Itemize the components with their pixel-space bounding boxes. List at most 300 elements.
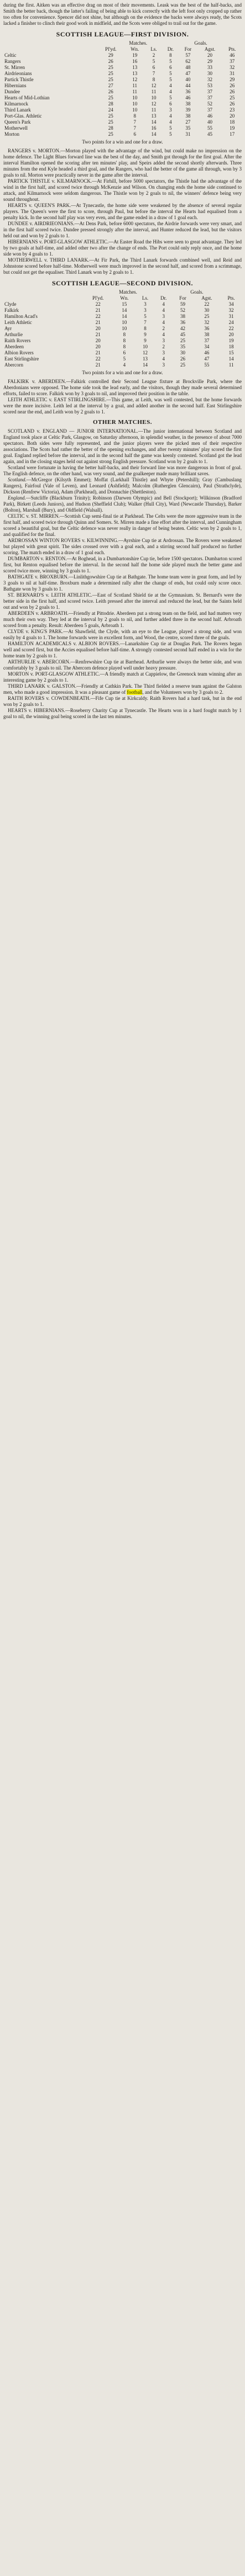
- column-header: For: [179, 295, 186, 301]
- table-row: [3, 344, 242, 350]
- stat-cell: 25: [108, 65, 113, 70]
- table-row: [3, 125, 242, 131]
- match-report: [3, 495, 242, 513]
- stat-cell: 4: [169, 89, 172, 94]
- stat-cell: 21: [95, 350, 101, 355]
- table-row: [3, 362, 242, 368]
- paragraph-text: —Fife Cup tie at Kirkcaldy. Raith Rovers had a hard task, but in the end won by 2 goals to 1.: [3, 695, 242, 707]
- stat-cell: 27: [108, 83, 113, 88]
- team-name-cell: Hamilton Acad's: [4, 314, 38, 319]
- other-matches-body: [3, 428, 242, 683]
- other-matches-title: OTHER MATCHES.: [92, 419, 153, 426]
- stat-cell: 29: [108, 52, 113, 58]
- stat-cell: 3: [162, 362, 165, 368]
- stat-cell: 30: [180, 350, 185, 355]
- column-header: Wn.: [131, 46, 139, 52]
- match-heading: ARDROSSAN WINTON ROVERS v. KILWINNING.: [8, 538, 119, 543]
- team-name-cell: Arthurlie: [4, 332, 23, 337]
- stat-cell: 4: [169, 113, 172, 119]
- stat-cell: 35: [185, 125, 191, 131]
- stat-cell: 52: [207, 101, 212, 107]
- team-name-cell: Airdrieonians: [4, 71, 32, 76]
- stat-cell: 32: [207, 77, 212, 82]
- paragraph-text: —Scottish Cup semi-final tie at Parkhead. The Celts were the more aggressive team in the first half, and scored twice through Quinn and Somers. St. Mirren made a fine effort after the interval, and Cunningham scored a beautiful goal, but the Celtic defence was never really in danger of being beaten. Celtic won by 2 goals to 1, and qualified for the final.: [3, 513, 242, 537]
- team-label: Scotland.: [8, 477, 27, 482]
- stat-cell: 40: [185, 77, 191, 82]
- stat-cell: 5: [123, 356, 126, 362]
- match-heading: CLYDE v. KING'S PARK.: [8, 629, 64, 634]
- newspaper-page: [3, 2, 242, 2572]
- stat-cell: 31: [230, 71, 235, 76]
- team-name-cell: Partick Thistle: [4, 77, 34, 82]
- stat-cell: 3: [162, 314, 165, 319]
- intro-paragraph: during the first. Aitken was an effective drag on most of their movements. Leask was the best of the half-backs, and Smith the better back, though the latter's failing of being able to kick correctly with the left foot only cropped up rather too often for convenience. Spencer did not shine, but although on the evidence the backs were always ready, the Scots lacked a finisher to clinch their good work in midfield, and the Scots were obliged to trail out for the game.: [3, 2, 242, 26]
- stat-cell: 12: [143, 350, 148, 355]
- table-row: [3, 77, 242, 83]
- paragraph-text: —Friendly at Pittodrie. Aberdeen put a strong team on the field, and had matters very much their own way. They led at the interval by 2 goals to nil, and further added three in the second half. Arbroath scored from a penalty. Result: Aberdeen 5 goals, Arbroath 1.: [3, 610, 242, 628]
- stat-cell: 11: [132, 89, 138, 94]
- paragraph-text: —A friendly match at Cappielow, the Greenock team winning after an interesting game by 2 goals to 1.: [3, 671, 242, 683]
- paragraph-text: —Renfrewshire Cup tie at Barrhead. Arthurlie were always the better side, and won comfortably by 3 goals to nil. The Abercorn defence played well under heavy pressure.: [3, 659, 242, 671]
- matches-label: Matches.: [119, 289, 137, 295]
- stat-cell: 6: [123, 350, 126, 355]
- match-report: [3, 641, 242, 659]
- team-name-cell: Rangers: [4, 59, 21, 64]
- stat-cell: 45: [207, 131, 212, 137]
- stat-cell: 34: [228, 301, 234, 307]
- stat-cell: 3: [162, 338, 165, 343]
- stat-cell: 38: [185, 113, 191, 119]
- column-header: [3, 295, 84, 301]
- stat-cell: 14: [122, 307, 127, 313]
- other-matches-tail: [3, 695, 242, 720]
- match-report: RANGERS v. MORTON.—Morton played with the advantage of the wind, but could make no impression on the home defence. The Light Blues forward line was the best of the day, and Smith got through for the first goal. After the interval Hamilton opened the scoring after ten minutes' play, and Speirs added the second shortly afterwards. Three minutes from the end Kyle headed a third goal, and the Rangers, who had the better of the game all through, won by 3 goals to nil. Morton were practically never in the game after the interval.: [3, 148, 242, 178]
- stat-cell: 14: [151, 119, 157, 125]
- stat-cell: 10: [143, 344, 148, 349]
- stat-cell: 26: [230, 83, 235, 88]
- stat-cell: 2: [162, 344, 165, 349]
- stat-cell: 30: [207, 71, 212, 76]
- first-division-title: SCOTTISH LEAGUE—FIRST DIVISION.: [56, 30, 189, 38]
- stat-cell: 32: [230, 65, 235, 70]
- stat-cell: 38: [180, 314, 185, 319]
- goals-label: Goals.: [194, 40, 207, 46]
- stat-cell: 29: [207, 59, 212, 64]
- match-report: [3, 695, 242, 708]
- stat-cell: 39: [185, 107, 191, 113]
- stat-cell: 15: [228, 350, 234, 355]
- stat-cell: 36: [185, 89, 191, 94]
- stat-cell: 31: [185, 131, 191, 137]
- stat-cell: 20: [95, 344, 101, 349]
- table-row: [3, 131, 242, 137]
- column-header: Dr.: [160, 295, 167, 301]
- column-header: Dr.: [167, 46, 174, 52]
- stat-cell: 34: [204, 344, 210, 349]
- table-row: [3, 314, 242, 320]
- stat-cell: 23: [230, 107, 235, 113]
- stat-cell: 14: [122, 314, 127, 319]
- column-header: For: [184, 46, 192, 52]
- stat-cell: 19: [230, 125, 235, 131]
- stat-cell: 12: [151, 83, 157, 88]
- stat-cell: 11: [228, 362, 234, 368]
- team-name-cell: Morton: [4, 131, 19, 137]
- stat-cell: 12: [132, 77, 138, 82]
- stat-cell: 10: [132, 95, 138, 100]
- stat-cell: 5: [152, 59, 155, 64]
- second-division-section: [3, 279, 242, 376]
- stat-cell: 59: [180, 301, 185, 307]
- stat-cell: 25: [108, 77, 113, 82]
- stat-cell: 21: [95, 307, 101, 313]
- stat-cell: 8: [144, 326, 147, 331]
- stat-cell: 25: [204, 314, 210, 319]
- stat-cell: 6: [169, 65, 172, 70]
- paragraph-text: —Roseberry Charity Cup at Tynecastle. The Hearts won in a hard fought match by 1 goal to nil, the winning goal being scored in the last ten minutes.: [3, 708, 242, 719]
- stat-cell: 38: [185, 101, 191, 107]
- points-note: Two points for a win and one for a draw.: [82, 139, 163, 145]
- stat-cell: 16: [132, 59, 138, 64]
- stat-cell: 36: [204, 326, 210, 331]
- stat-cell: 4: [162, 320, 165, 325]
- match-heading: ST. BERNARD'S v. LEITH ATHLETIC.: [8, 592, 92, 598]
- column-header: Ls.: [142, 295, 149, 301]
- stat-cell: 16: [151, 125, 157, 131]
- table-row: [3, 71, 242, 77]
- match-report: FALKIRK v. ABERDEEN.—Falkirk controlled their Second League fixture at Brockville Park, where the Aberdonians were opposed. The home side took the lead early, and the visitors, though they made several determined efforts, failed to score. Falkirk won by 3 goals to nil, and improved their position in the table.: [3, 379, 242, 396]
- stat-cell: 42: [180, 326, 185, 331]
- stat-cell: 10: [151, 95, 157, 100]
- stat-cell: 26: [108, 89, 113, 94]
- stat-cell: 8: [169, 52, 172, 58]
- stat-cell: 57: [185, 52, 191, 58]
- stat-cell: 11: [151, 107, 157, 113]
- stat-cell: 4: [162, 301, 165, 307]
- goals-label: Goals.: [190, 289, 204, 295]
- table-row: [3, 89, 242, 95]
- team-name-cell: Ayr: [4, 326, 12, 331]
- match-report: [3, 574, 242, 592]
- stat-cell: 46: [204, 350, 210, 355]
- match-report: [3, 465, 242, 477]
- team-name-cell: Motherwell: [4, 125, 28, 131]
- stat-cell: 25: [180, 362, 185, 368]
- stat-cell: 27: [185, 119, 191, 125]
- team-name-cell: Leith Athletic: [4, 320, 32, 325]
- paragraph-text: —Ayrshire Cup tie at Ardrossan. The Rovers were weakened but played with great spirit. The sides crossed over with a goal each, and a stirring second half produced no further scoring. The match ended in a draw of 1 goal each.: [3, 538, 242, 555]
- stat-cell: 35: [180, 344, 185, 349]
- stat-cell: 37: [230, 59, 235, 64]
- stat-cell: 22: [95, 301, 101, 307]
- first-division-section: [3, 30, 242, 145]
- table-row: [3, 107, 242, 113]
- table-row: [3, 332, 242, 338]
- table-row: [3, 356, 242, 362]
- stat-cell: 5: [169, 131, 172, 137]
- team-name-cell: Dundee: [4, 89, 20, 94]
- match-report: [3, 428, 242, 465]
- stat-cell: 22: [204, 301, 210, 307]
- paragraph-text: , and the Volunteers won by 3 goals to 2.: [142, 689, 223, 695]
- table-row: [3, 307, 242, 314]
- matches-label: Matches.: [129, 40, 148, 46]
- column-header: Ls.: [150, 46, 157, 52]
- stat-cell: 29: [230, 77, 235, 82]
- stat-cell: 9: [144, 332, 147, 337]
- stat-cell: 5: [169, 95, 172, 100]
- highlighted-search-term: football: [127, 689, 143, 695]
- stat-cell: 6: [169, 101, 172, 107]
- stat-cell: 38: [204, 332, 210, 337]
- match-report: HEARTS v. QUEEN'S PARK.—At Tynecastle, the home side were weakened by the absence of several regular players. The Queen's were the first to score, through Paul, but before the interval the Hearts had equalised from a penalty kick. In the second half play was very even, and the game ended in a draw of 1 goal each.: [3, 203, 242, 220]
- match-report: MOTHERWELL v. THIRD LANARK.—At Fir Park, the Third Lanark forwards combined well, and Reid and Johnstone scored before half-time. Motherwell were much improved in the second half, and scored from a scrimmage, but could not get the equaliser. Third Lanark won by 2 goals to 1.: [3, 257, 242, 275]
- stat-cell: 4: [169, 119, 172, 125]
- paragraph-text: —At Shawfield, the Clyde, with an eye to the League, played a strong side, and won easily by 4 goals to 1. The home forwards were in excellent form, and Wood, the centre, scored three of the goals.: [3, 629, 242, 640]
- team-name-cell: St. Mirren: [4, 65, 25, 70]
- column-header: Agst.: [201, 295, 212, 301]
- stat-cell: 53: [207, 83, 212, 88]
- match-report: [3, 513, 242, 538]
- stat-cell: 32: [204, 320, 210, 325]
- stat-cell: 25: [108, 119, 113, 125]
- table-row: [3, 326, 242, 332]
- column-header: Wn.: [120, 295, 129, 301]
- stat-cell: 7: [152, 71, 155, 76]
- match-report: [3, 659, 242, 671]
- stat-cell: 44: [185, 83, 191, 88]
- stat-cell: 10: [122, 326, 127, 331]
- match-heading: DUMBARTON v. RENTON.: [8, 556, 67, 561]
- stat-cell: 47: [185, 71, 191, 76]
- stat-cell: 8: [152, 77, 155, 82]
- team-name-cell: Kilmarnock: [4, 101, 28, 107]
- stat-cell: 20: [95, 338, 101, 343]
- points-note: Two points for a win and one for a draw.: [82, 370, 163, 375]
- stat-cell: 14: [143, 362, 148, 368]
- stat-cell: 37: [207, 107, 212, 113]
- match-heading: CELTIC v. ST. MIRREN.: [8, 513, 60, 519]
- table-row: [3, 320, 242, 326]
- paragraph-text: —Sutcliffe (Blackburn Trinity); Robinson (Darwen Olympic) and Bell (Stockport); Wilkinson (Bradford Park), Birkett (Leeds Juniors), and Hudson (Sheffield Club); Walker (Hull City), Ward (Newcastle Thursday), Barker (Bolton), Marshall (Bury), and Oldfield (Walsall).: [3, 495, 242, 513]
- stat-cell: 46: [185, 95, 191, 100]
- stat-cell: 28: [108, 101, 113, 107]
- stat-cell: 32: [228, 307, 234, 313]
- match-heading: BATHGATE v. BROXBURN.: [8, 574, 69, 580]
- paragraph-text: —At Boghead, in a Dumbartonshire Cup tie, before 1500 spectators. Dumbarton scored first, but Renton equalised before the interval. In the second half the home side played much the better game and scored twice more, winning by 3 goals to 1.: [3, 556, 242, 573]
- match-report: [3, 708, 242, 720]
- table-row: [3, 65, 242, 71]
- stat-cell: 20: [207, 52, 212, 58]
- stat-cell: 31: [228, 314, 234, 319]
- stat-cell: 9: [144, 338, 147, 343]
- table-row: [3, 101, 242, 107]
- stat-cell: 24: [108, 107, 113, 113]
- table-row: [3, 83, 242, 89]
- stat-cell: 6: [152, 65, 155, 70]
- team-name-cell: Queen's Park: [4, 119, 31, 125]
- stat-cell: 19: [228, 338, 234, 343]
- stat-cell: 25: [108, 131, 113, 137]
- stat-cell: 46: [230, 52, 235, 58]
- table-header-row: [3, 46, 242, 52]
- team-name-cell: Celtic: [4, 52, 17, 58]
- stat-cell: 45: [180, 332, 185, 337]
- stat-cell: 7: [133, 119, 136, 125]
- column-header: [3, 46, 97, 52]
- stat-cell: 13: [143, 356, 148, 362]
- table-header-row: [3, 295, 242, 301]
- stat-cell: 11: [132, 83, 138, 88]
- paragraph-text: Scotland were fortunate in having the better half-backs, and their forward line was more dangerous in front of goal. The English defence, on the other hand, was very sound, and the goalkeeper made many brilliant saves.: [3, 465, 242, 476]
- column-header: Pl'yd.: [92, 295, 104, 301]
- match-report: [3, 556, 242, 574]
- stat-cell: 22: [228, 326, 234, 331]
- stat-cell: 10: [122, 320, 127, 325]
- first-division-table: [3, 40, 242, 137]
- match-heading: ARTHURLIE v. ABERCORN.: [8, 659, 71, 665]
- match-report: [3, 477, 242, 495]
- stat-cell: 26: [180, 356, 185, 362]
- table-row: [3, 338, 242, 344]
- stat-cell: 10: [132, 107, 138, 113]
- stat-cell: 4: [162, 332, 165, 337]
- stat-cell: 11: [151, 89, 157, 94]
- stat-cell: 48: [185, 65, 191, 70]
- stat-cell: 14: [151, 131, 157, 137]
- stat-cell: 33: [207, 65, 212, 70]
- stat-cell: 10: [132, 101, 138, 107]
- stat-cell: 37: [207, 89, 212, 94]
- team-name-cell: Hearts of Mid-Lothian: [4, 95, 50, 100]
- match-heading: MORTON v. PORT-GLASGOW ATHLETIC.: [8, 671, 100, 677]
- first-division-reports: [3, 148, 242, 275]
- match-report: LEITH ATHLETIC v. EAST STIRLINGSHIRE.—This game, at Leith, was well contested, but the home forwards were the more incisive. Leith led at the interval by a goal, and added another in the second half. East Stirlingshire scored near the end, and Leith won by 2 goals to 1.: [3, 397, 242, 415]
- team-name-cell: East Stirlingshire: [4, 356, 39, 362]
- stat-cell: 19: [132, 52, 138, 58]
- first-division-rows: [3, 52, 242, 137]
- paragraph-text: —East of Scotland Shield tie at the Gymnasium. St. Bernard's were the better side in the first half, and scored twice. Leith pressed after the interval and reduced the lead, but the Saints held out and won by 2 goals to 1.: [3, 592, 242, 610]
- stat-cell: 46: [207, 113, 212, 119]
- stat-cell: 21: [95, 332, 101, 337]
- second-division-table: [3, 289, 242, 368]
- stat-cell: 2: [162, 326, 165, 331]
- team-name-cell: Raith Rovers: [4, 338, 31, 343]
- stat-cell: 3: [162, 350, 165, 355]
- match-report: [3, 538, 242, 556]
- team-name-cell: Hibernians: [4, 83, 27, 88]
- stat-cell: 3: [144, 307, 147, 313]
- team-label: England.: [8, 495, 26, 501]
- stat-cell: 25: [108, 113, 113, 119]
- stat-cell: 30: [204, 307, 210, 313]
- stat-cell: 47: [204, 356, 210, 362]
- match-report: HIBERNIANS v. PORT-GLASGOW ATHLETIC.—At Easter Road the Hibs were seen to great advantage. They led by two goals at half-time, and added other two after the change of ends. The Port could only reply once, and the home side won by 4 goals to 1.: [3, 239, 242, 257]
- stat-cell: 37: [207, 95, 212, 100]
- match-heading: ABERDEEN v. ARBROATH.: [8, 610, 69, 616]
- column-header: Pts.: [227, 295, 235, 301]
- column-header: Pts.: [228, 46, 236, 52]
- second-division-title: SCOTTISH LEAGUE—SECOND DIVISION.: [51, 279, 194, 287]
- stat-cell: 21: [95, 362, 101, 368]
- match-report: [3, 592, 242, 610]
- table-row: [3, 95, 242, 101]
- stat-cell: 18: [230, 119, 235, 125]
- column-header: Agst.: [204, 46, 216, 52]
- table-row: [3, 113, 242, 119]
- stat-cell: 13: [132, 65, 138, 70]
- stat-cell: 5: [169, 59, 172, 64]
- team-name-cell: Falkirk: [4, 307, 19, 313]
- stat-cell: 40: [207, 119, 212, 125]
- stat-cell: 5: [169, 71, 172, 76]
- intro-section: [3, 2, 242, 26]
- table-row: [3, 59, 242, 65]
- paragraph-text: —Lanarkshire Cup tie at Douglas Park. The Rovers began well and scored first, but the Accies equalised before half-time. A strongly contested second half ended in a win for the home team by 2 goals to 1.: [3, 641, 242, 658]
- stat-cell: 26: [230, 101, 235, 107]
- stat-cell: 55: [207, 125, 212, 131]
- stat-cell: 5: [169, 125, 172, 131]
- highlight-paragraph: [3, 683, 242, 695]
- stat-cell: 25: [180, 338, 185, 343]
- stat-cell: 8: [123, 338, 126, 343]
- stat-cell: 20: [228, 332, 234, 337]
- match-report: [3, 671, 242, 683]
- stat-cell: 5: [169, 77, 172, 82]
- team-name-cell: Port-Glas. Athletic: [4, 113, 42, 119]
- paragraph-text: —McGregor (Kilsyth Emmet); Moffat (Larkhall Thistle) and Whyte (Petershill); Gray (Cambuslang Rangers), Fairfoul (Vale of Leven), and Leonard (Ashfield); Malcolm (Rutherglen Glencairn), Paul (Strathclyde), Dickson (Renfrew Victoria), Adam (Parkhead), and Donnachie (Shettleston).: [3, 477, 242, 495]
- stat-cell: 13: [132, 71, 138, 76]
- stat-cell: 25: [108, 71, 113, 76]
- stat-cell: 3: [144, 301, 147, 307]
- stat-cell: 52: [180, 307, 185, 313]
- match-report: [3, 629, 242, 641]
- stat-cell: 20: [230, 113, 235, 119]
- table-row: [3, 350, 242, 356]
- stat-cell: 4: [162, 307, 165, 313]
- stat-cell: 6: [133, 131, 136, 137]
- team-name-cell: Albion Rovers: [4, 350, 34, 355]
- stat-cell: 20: [95, 326, 101, 331]
- stat-cell: 8: [123, 344, 126, 349]
- table-row: [3, 301, 242, 307]
- stat-cell: 18: [228, 344, 234, 349]
- stat-cell: 55: [204, 362, 210, 368]
- column-header: Pl'yd.: [105, 46, 117, 52]
- team-name-cell: Third Lanark: [4, 107, 31, 113]
- match-heading: HEARTS v. HIBERNIANS.: [8, 708, 65, 713]
- team-name-cell: Aberdeen: [4, 344, 24, 349]
- paragraph-text: —Linlithgowshire Cup tie at Bathgate. The home team were in great form, and led by 3 goals to nil at half-time. Broxburn made a determined rally after the change of ends, but could only score once. Bathgate won by 3 goals to 1.: [3, 574, 242, 592]
- match-report: DUNDEE v. AIRDRIEONIANS.—At Dens Park, before 6000 spectators, the Airdrie forwards were very smart, and in the first half scored twice. Dundee pressed strongly after the interval, and Hunter reduced the lead, but the visitors held out and won by 2 goals to 1.: [3, 221, 242, 238]
- stat-cell: 3: [169, 107, 172, 113]
- stat-cell: 62: [185, 59, 191, 64]
- stat-cell: 22: [95, 314, 101, 319]
- stat-cell: 4: [162, 356, 165, 362]
- stat-cell: 4: [169, 83, 172, 88]
- stat-cell: 36: [180, 320, 185, 325]
- stat-cell: 15: [122, 301, 127, 307]
- stat-cell: 2: [152, 52, 155, 58]
- stat-cell: 4: [123, 362, 126, 368]
- team-name-cell: Clyde: [4, 301, 17, 307]
- paragraph-text: —The junior international between Scotland and England took place at Celtic Park, Glasgow, on Saturday afternoon, in splendid weather, in the presence of about 7000 spectators. Both sides were fully represented, and the junior players were the picked men of their respective associations. The Scots had rather the better of the opening exchanges, and after twenty minutes' play scored the first goal. England replied before the interval, and in the second half the game was keenly contested. Scotland got the lead again, and in the closing stages held out against strong English pressure. Scotland won by 2 goals to 1.: [3, 428, 242, 464]
- stat-cell: 14: [228, 356, 234, 362]
- match-heading: SCOTLAND v. ENGLAND — JUNIOR INTERNATIONAL.: [8, 428, 138, 434]
- table-row: [3, 52, 242, 59]
- stat-cell: 5: [144, 314, 147, 319]
- stat-cell: 7: [133, 125, 136, 131]
